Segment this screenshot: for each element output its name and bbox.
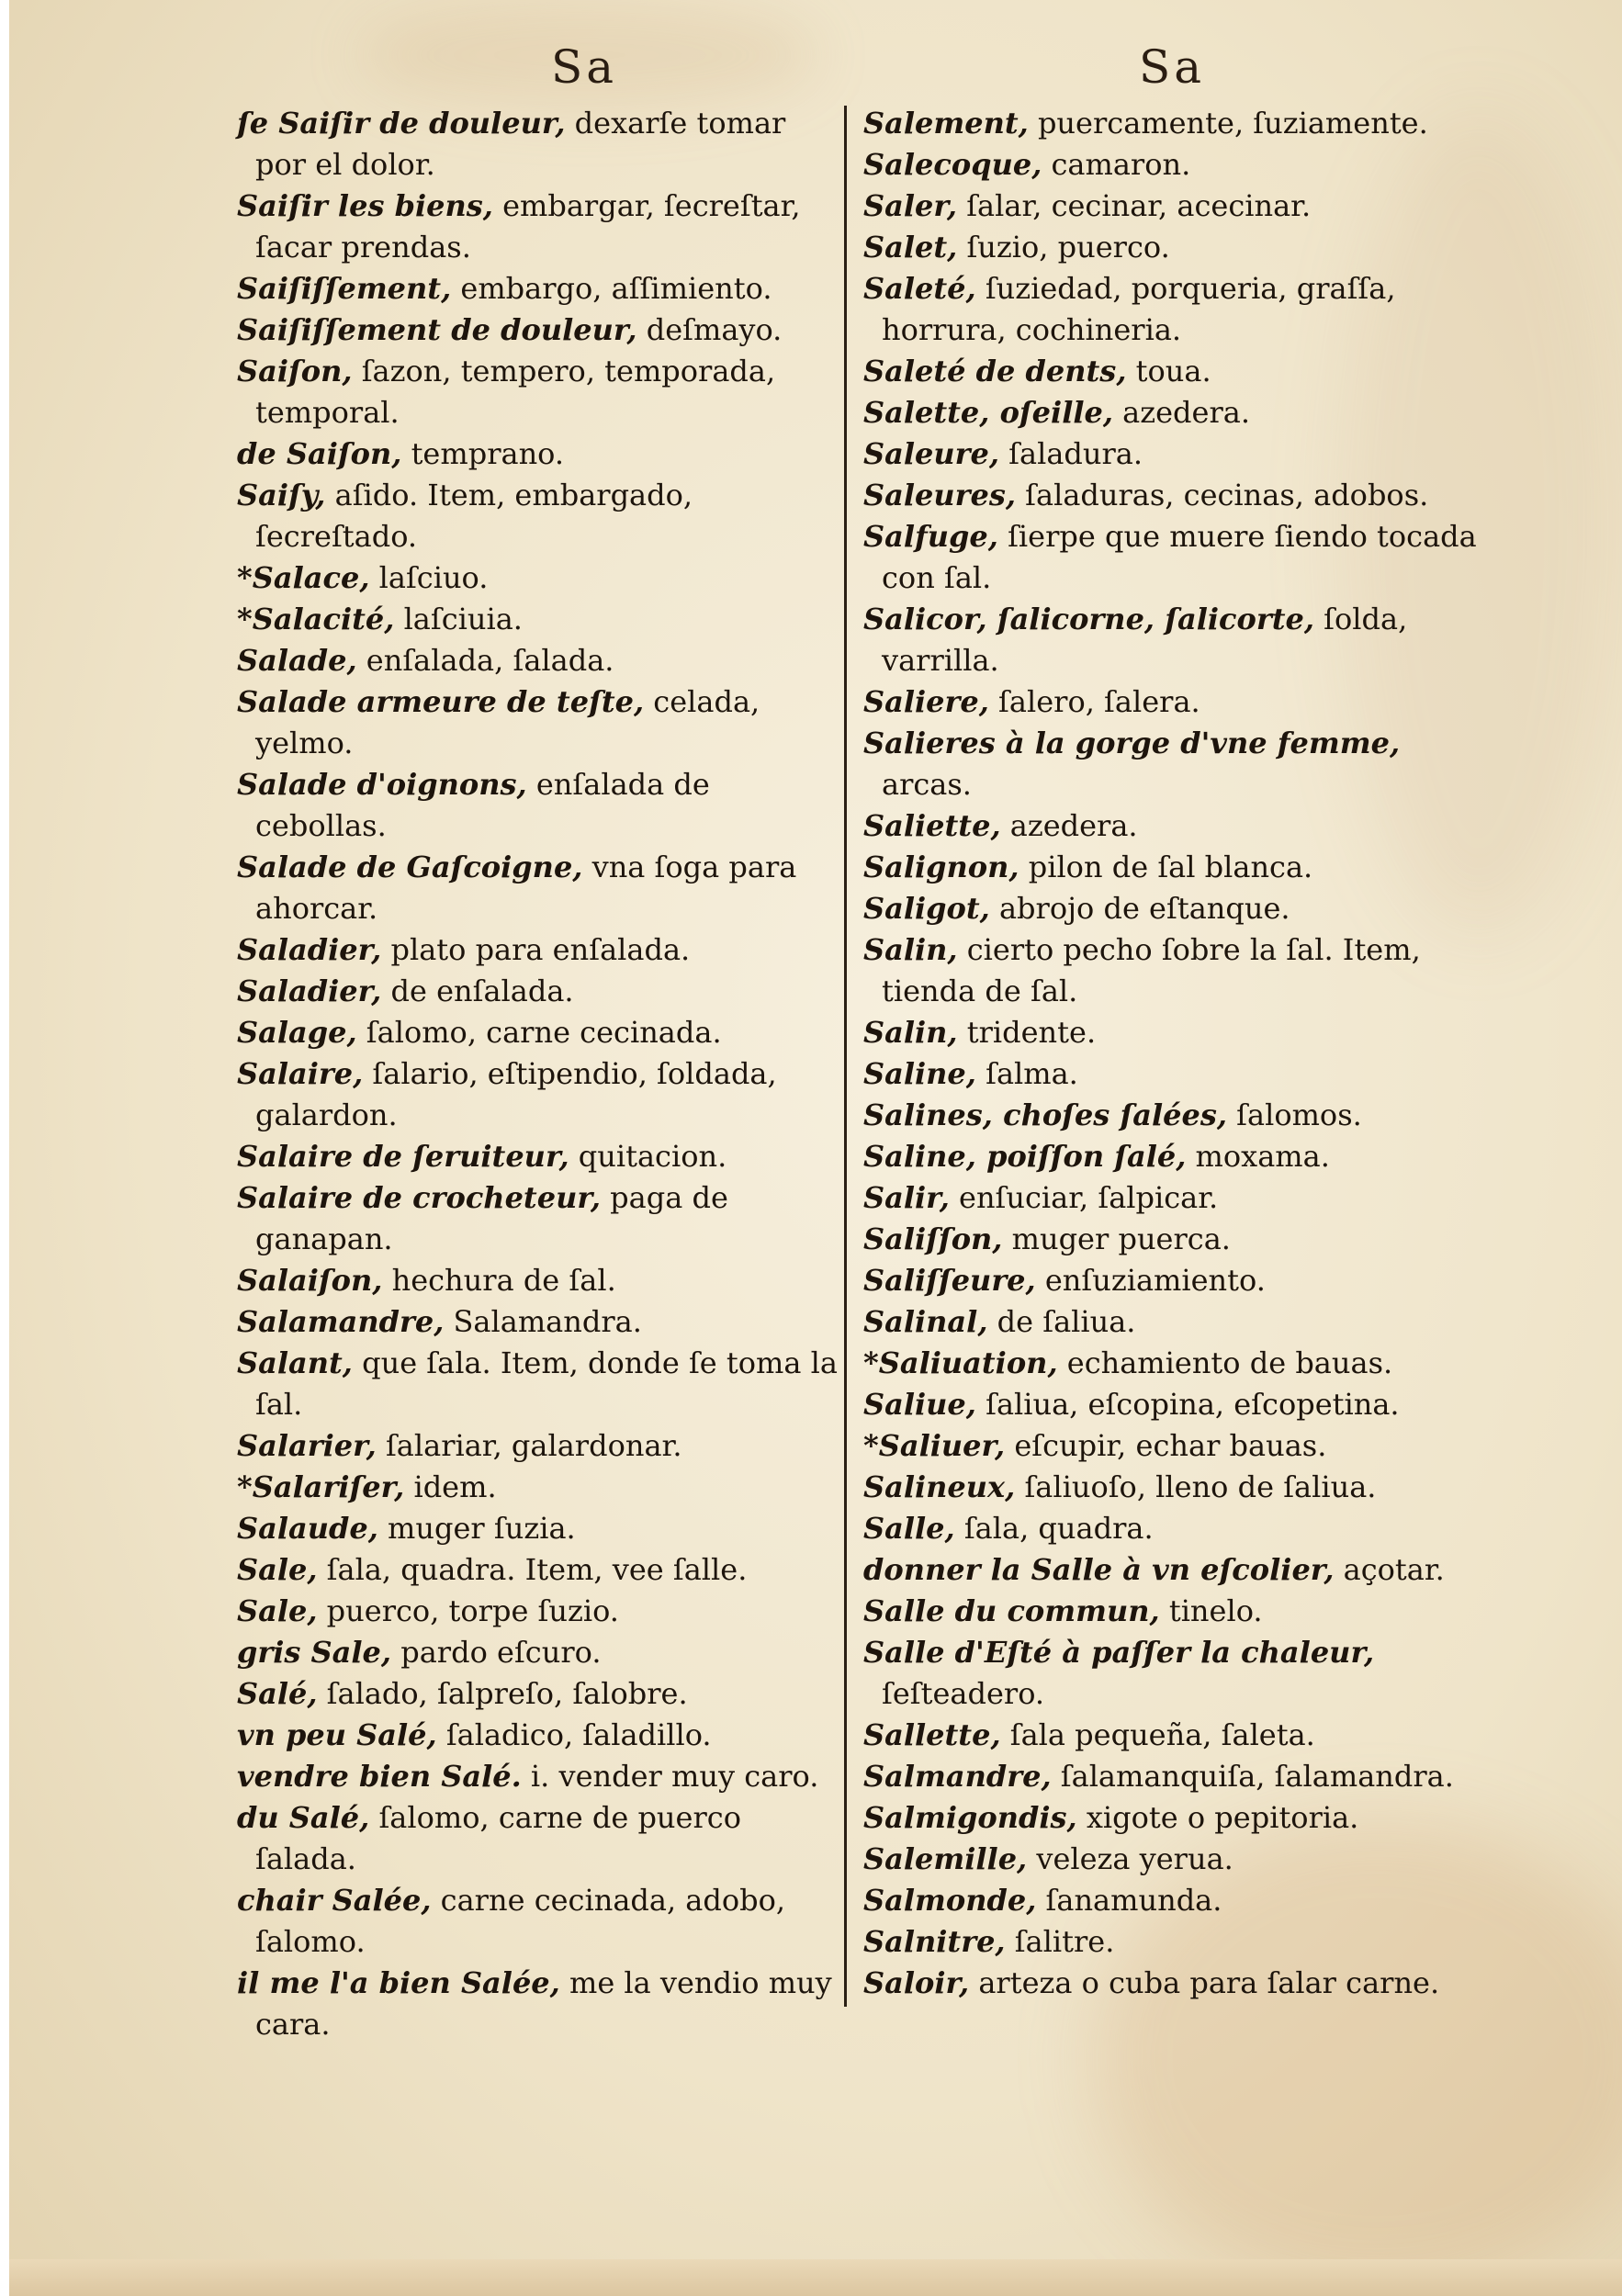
entry-headword: *Salace, [237, 560, 370, 595]
entry-headword: Salieres à la gorge d'vne femme, [863, 726, 1401, 760]
dictionary-entry [237, 103, 843, 186]
entry-definition: de enſalada. [381, 974, 574, 1008]
entry-definition: plato para enſalada. [381, 932, 691, 967]
entry-headword: Salement, [863, 106, 1029, 141]
entry-headword: Sale, [237, 1593, 318, 1628]
dictionary-entry [237, 1880, 843, 1963]
entry-headword: Salnitre, [863, 1924, 1006, 1959]
dictionary-entry [863, 103, 1479, 144]
entry-definition: moxama. [1186, 1139, 1330, 1174]
entry-headword: Sale, [237, 1552, 318, 1587]
dictionary-entry [863, 1839, 1479, 1880]
dictionary-entry [237, 1301, 843, 1343]
entry-headword: Salinal, [863, 1304, 988, 1339]
entry-definition: echamiento de bauas. [1057, 1345, 1393, 1380]
entry-headword: Saiſiſſement, [237, 271, 452, 306]
entry-headword: Salade armeure de teſte, [237, 684, 645, 719]
entry-headword: Salle, [863, 1511, 955, 1546]
entry-definition: ſalitre. [1005, 1924, 1115, 1959]
entry-definition: arcas. [882, 767, 972, 802]
dictionary-entry [237, 475, 843, 557]
entry-definition: pardo eſcuro. [391, 1635, 602, 1670]
dictionary-entry [237, 1136, 843, 1177]
entry-definition: abrojo de eſtanque. [989, 891, 1290, 926]
entry-headword: Salineux, [863, 1469, 1016, 1504]
dictionary-entry [863, 433, 1479, 475]
entry-definition: puercamente, ſuziamente. [1028, 106, 1428, 141]
entry-definition: que ſala. Item, donde ſe toma la ſal. [255, 1345, 838, 1422]
dictionary-entry [863, 1756, 1479, 1797]
dictionary-entry [863, 1880, 1479, 1921]
dictionary-entry [237, 268, 843, 310]
dictionary-entry [237, 764, 843, 847]
entry-headword: Salines, choſes ſalées, [863, 1097, 1227, 1132]
entry-definition: ſazon, tempero, temporada, temporal. [255, 354, 776, 430]
running-head-left: Sa [551, 40, 618, 94]
dictionary-entry [863, 805, 1479, 847]
dictionary-entry [237, 1012, 843, 1053]
dictionary-entry [237, 1053, 843, 1136]
entry-definition: laſciuia. [394, 602, 523, 636]
dictionary-entry [863, 186, 1479, 227]
dictionary-entry [863, 1921, 1479, 1963]
entry-definition: puerco, torpe ſuzio. [317, 1593, 619, 1628]
entry-headword: Salade de Gaſcoigne, [237, 850, 583, 884]
dictionary-entry [237, 1715, 843, 1756]
entry-headword: Salir, [863, 1180, 950, 1215]
entry-headword: Saleté de dents, [863, 354, 1127, 388]
entry-headword: Salignon, [863, 850, 1019, 884]
entry-definition: ſalomo, carne de puerco ſalada. [255, 1800, 741, 1876]
entry-headword: *Saliuation, [863, 1345, 1058, 1380]
entry-headword: Saleures, [863, 478, 1016, 512]
dictionary-entry [863, 1301, 1479, 1343]
entry-definition: embargo, aſſimiento. [451, 271, 772, 306]
entry-definition: ſaliuoſo, lleno de ſaliua. [1015, 1469, 1377, 1504]
entry-headword: Saline, [863, 1056, 976, 1091]
entry-definition: ſeſteadero. [882, 1676, 1045, 1711]
entry-definition: idem. [404, 1469, 497, 1504]
dictionary-entry [863, 144, 1479, 186]
entry-definition: ſalma. [975, 1056, 1078, 1091]
entry-definition: azedera. [1113, 395, 1251, 430]
entry-headword: Salin, [863, 932, 958, 967]
dictionary-entry [863, 847, 1479, 888]
entry-definition: enſuciar, ſalpicar. [949, 1180, 1219, 1215]
entry-definition: ſala, quadra. [954, 1511, 1154, 1546]
entry-headword: Saliſſeure, [863, 1263, 1036, 1298]
entry-definition: me la vendio muy cara. [255, 1965, 832, 2042]
dictionary-entry [863, 1508, 1479, 1549]
dictionary-entry [863, 681, 1479, 723]
entry-definition: ſalero, ſalera. [988, 684, 1200, 719]
entry-headword: Salle du commun, [863, 1593, 1160, 1628]
dictionary-entry [863, 1012, 1479, 1053]
dictionary-entry [237, 681, 843, 764]
entry-definition: i. vender muy caro. [521, 1759, 819, 1794]
entry-definition: laſciuo. [369, 560, 489, 595]
dictionary-entry [237, 847, 843, 929]
dictionary-entry [863, 1797, 1479, 1839]
entry-headword: de Saiſon, [237, 436, 402, 471]
dictionary-entry [237, 1549, 843, 1591]
entry-headword: Salet, [863, 230, 958, 264]
entry-definition: ſaladico, ſaladillo. [436, 1717, 712, 1752]
dictionary-entry [863, 723, 1479, 805]
entry-definition: enſuziamiento. [1035, 1263, 1266, 1298]
entry-headword: Saladier, [237, 974, 382, 1008]
entry-headword: Salecoque, [863, 147, 1042, 182]
dictionary-entry [237, 1756, 843, 1797]
entry-headword: Salade, [237, 643, 357, 678]
entry-headword: Saiſon, [237, 354, 353, 388]
entry-definition: tridente. [957, 1015, 1097, 1050]
dictionary-entry [863, 1963, 1479, 2004]
entry-definition: arteza o cuba para ſalar carne. [969, 1965, 1440, 2000]
entry-definition: ſanamunda. [1036, 1883, 1222, 1918]
entry-definition: ſalomo, carne cecinada. [356, 1015, 722, 1050]
dictionary-entry [863, 227, 1479, 268]
entry-headword: Saloir, [863, 1965, 970, 2000]
entry-definition: ſala pequeña, ſaleta. [1000, 1717, 1315, 1752]
dictionary-entry [237, 1343, 843, 1425]
entry-definition: veleza yerua. [1027, 1841, 1233, 1876]
entry-definition: dexarſe tomar por el dolor. [255, 106, 786, 182]
entry-headword: Saline, poiſſon ſalé, [863, 1139, 1187, 1174]
entry-headword: gris Sale, [237, 1635, 392, 1670]
entry-headword: Saliere, [863, 684, 989, 719]
dictionary-entry [863, 1467, 1479, 1508]
entry-headword: Salmonde, [863, 1883, 1037, 1918]
entry-definition: açotar. [1334, 1552, 1445, 1587]
entry-headword: Saleté, [863, 271, 976, 306]
entry-headword: Salage, [237, 1015, 357, 1050]
entry-headword: Salade d'oignons, [237, 767, 527, 802]
dictionary-entry [237, 599, 843, 640]
entry-definition: ſaladura. [998, 436, 1143, 471]
dictionary-entry [863, 1053, 1479, 1095]
entry-definition: ſalomos. [1226, 1097, 1362, 1132]
entry-headword: Salicor, ſalicorne, ſalicorte, [863, 602, 1314, 636]
dictionary-entry [237, 433, 843, 475]
entry-definition: muger puerca. [1002, 1221, 1231, 1256]
dictionary-entry [863, 1260, 1479, 1301]
dictionary-entry [863, 1549, 1479, 1591]
entry-headword: Salaire, [237, 1056, 364, 1091]
entry-headword: Salin, [863, 1015, 958, 1050]
entry-definition: aſido. Item, embargado, ſecreſtado. [255, 478, 693, 554]
entry-definition: hechura de ſal. [382, 1263, 616, 1298]
running-head-right: Sa [1139, 40, 1206, 94]
dictionary-entry [863, 1343, 1479, 1384]
dictionary-entry [863, 888, 1479, 929]
dictionary-entry [237, 1963, 843, 2045]
entry-headword: Saliſſon, [863, 1221, 1003, 1256]
dictionary-entry [237, 310, 843, 351]
dictionary-entry [863, 392, 1479, 433]
entry-definition: eſcupir, echar bauas. [1005, 1428, 1327, 1463]
page-bottom-edge [9, 2259, 1622, 2296]
entry-definition: ſalario, eſtipendio, ſoldada, galardon. [255, 1056, 777, 1132]
entry-headword: Salette, oſeille, [863, 395, 1113, 430]
entry-headword: Saiſir les biens, [237, 188, 493, 223]
entry-definition: camaron. [1042, 147, 1191, 182]
dictionary-entry [237, 1425, 843, 1467]
dictionary-entry [237, 1508, 843, 1549]
dictionary-entry [237, 1632, 843, 1673]
entry-definition: quitacion. [569, 1139, 727, 1174]
entry-headword: Saladier, [237, 932, 382, 967]
entry-headword: Salaude, [237, 1511, 378, 1546]
dictionary-entry [237, 186, 843, 268]
dictionary-entry [863, 1425, 1479, 1467]
entry-definition: enſalada, ſalada. [356, 643, 614, 678]
entry-definition: ſuziedad, porqueria, graſſa, horrura, cochineria. [882, 271, 1396, 347]
entry-definition: toua. [1126, 354, 1211, 388]
entry-headword: *Salariſer, [237, 1469, 405, 1504]
entry-headword: Salamandre, [237, 1304, 445, 1339]
dictionary-entry [237, 351, 843, 433]
dictionary-entry [237, 1673, 843, 1715]
right-column [863, 103, 1479, 2004]
entry-headword: Saligot, [863, 891, 990, 926]
entry-headword: il me l'a bien Salée, [237, 1965, 560, 2000]
entry-definition: muger ſuzia. [377, 1511, 576, 1546]
entry-headword: Salmandre, [863, 1759, 1052, 1794]
entry-definition: embargar, ſecreſtar, ſacar prendas. [255, 188, 801, 264]
entry-definition: temprano. [401, 436, 565, 471]
dictionary-entry [237, 640, 843, 681]
dictionary-entry [863, 268, 1479, 351]
scan-margin [0, 0, 9, 2296]
entry-headword: *Saliuer, [863, 1428, 1006, 1463]
entry-definition: pilon de ſal blanca. [1019, 850, 1313, 884]
entry-definition: de ſaliua. [987, 1304, 1136, 1339]
entry-definition: ſolda, varrilla. [882, 602, 1408, 678]
dictionary-entry [863, 599, 1479, 681]
entry-headword: Salant, [237, 1345, 353, 1380]
dictionary-entry [237, 1467, 843, 1508]
entry-definition: vna ſoga para ahorcar. [255, 850, 797, 926]
entry-headword: Salé, [237, 1676, 318, 1711]
entry-definition: azedera. [1000, 808, 1138, 843]
column-rule [844, 106, 847, 2007]
entry-definition: xigote o pepitoria. [1076, 1800, 1359, 1835]
dictionary-entry [237, 1591, 843, 1632]
dictionary-entry [237, 929, 843, 971]
dictionary-entry [863, 516, 1479, 599]
entry-definition: ſalar, cecinar, acecinar. [957, 188, 1312, 223]
entry-definition: ſalariar, galardonar. [376, 1428, 682, 1463]
entry-definition: ſuzio, puerco. [957, 230, 1170, 264]
entry-definition: enſalada de cebollas. [255, 767, 710, 843]
entry-definition: tinelo. [1159, 1593, 1263, 1628]
entry-headword: Saiſy, [237, 478, 326, 512]
entry-definition: deſmayo. [636, 312, 783, 347]
entry-headword: donner la Salle à vn eſcolier, [863, 1552, 1335, 1587]
dictionary-entry [863, 1591, 1479, 1632]
entry-definition: ſala, quadra. Item, vee ſalle. [317, 1552, 748, 1587]
dictionary-entry [237, 971, 843, 1012]
entry-headword: Saleure, [863, 436, 999, 471]
dictionary-entry [863, 929, 1479, 1012]
entry-definition: paga de ganapan. [255, 1180, 728, 1256]
entry-definition: ſaladuras, cecinas, adobos. [1016, 478, 1429, 512]
entry-headword: vendre bien Salé. [237, 1759, 522, 1794]
dictionary-entry [863, 1136, 1479, 1177]
dictionary-entry [863, 351, 1479, 392]
entry-definition: ſalado, ſalpreſo, ſalobre. [317, 1676, 688, 1711]
dictionary-entry [237, 1260, 843, 1301]
left-column [237, 103, 843, 2045]
entry-headword: Salfuge, [863, 519, 998, 554]
entry-headword: Salaire de ſeruiteur, [237, 1139, 569, 1174]
entry-headword: Saliette, [863, 808, 1001, 843]
dictionary-entry [863, 1177, 1479, 1219]
dictionary-entry [863, 475, 1479, 516]
entry-headword: Salarier, [237, 1428, 377, 1463]
dictionary-entry [863, 1632, 1479, 1715]
entry-definition: carne cecinada, adobo, ſalomo. [255, 1883, 786, 1959]
entry-headword: Saiſiſſement de douleur, [237, 312, 637, 347]
dictionary-entry [863, 1384, 1479, 1425]
entry-headword: Sallette, [863, 1717, 1001, 1752]
dictionary-entry [863, 1219, 1479, 1260]
entry-headword: Salle d'Eſté à paſſer la chaleur, [863, 1635, 1375, 1670]
dictionary-entry [237, 1797, 843, 1880]
entry-headword: *Salacité, [237, 602, 395, 636]
entry-headword: ſe Saiſir de douleur, [237, 106, 566, 141]
entry-definition: ſaliua, eſcopina, eſcopetina. [975, 1387, 1400, 1422]
entry-definition: Salamandra. [444, 1304, 642, 1339]
dictionary-entry [863, 1715, 1479, 1756]
entry-headword: chair Salée, [237, 1883, 432, 1918]
entry-headword: Salemille, [863, 1841, 1028, 1876]
dictionary-entry [237, 1177, 843, 1260]
entry-headword: du Salé, [237, 1800, 370, 1835]
entry-headword: Saler, [863, 188, 958, 223]
dictionary-entry [863, 1095, 1479, 1136]
entry-headword: Salaiſon, [237, 1263, 383, 1298]
entry-definition: celada, yelmo. [255, 684, 760, 760]
dictionary-entry [237, 557, 843, 599]
entry-headword: vn peu Salé, [237, 1717, 437, 1752]
entry-headword: Saliue, [863, 1387, 976, 1422]
entry-headword: Salmigondis, [863, 1800, 1077, 1835]
entry-definition: cierto pecho ſobre la ſal. Item, tienda de ſal. [882, 932, 1421, 1008]
entry-definition: ſalamanquiſa, ſalamandra. [1051, 1759, 1454, 1794]
entry-definition: ſierpe que muere ſiendo tocada con ſal. [882, 519, 1477, 595]
entry-headword: Salaire de crocheteur, [237, 1180, 601, 1215]
